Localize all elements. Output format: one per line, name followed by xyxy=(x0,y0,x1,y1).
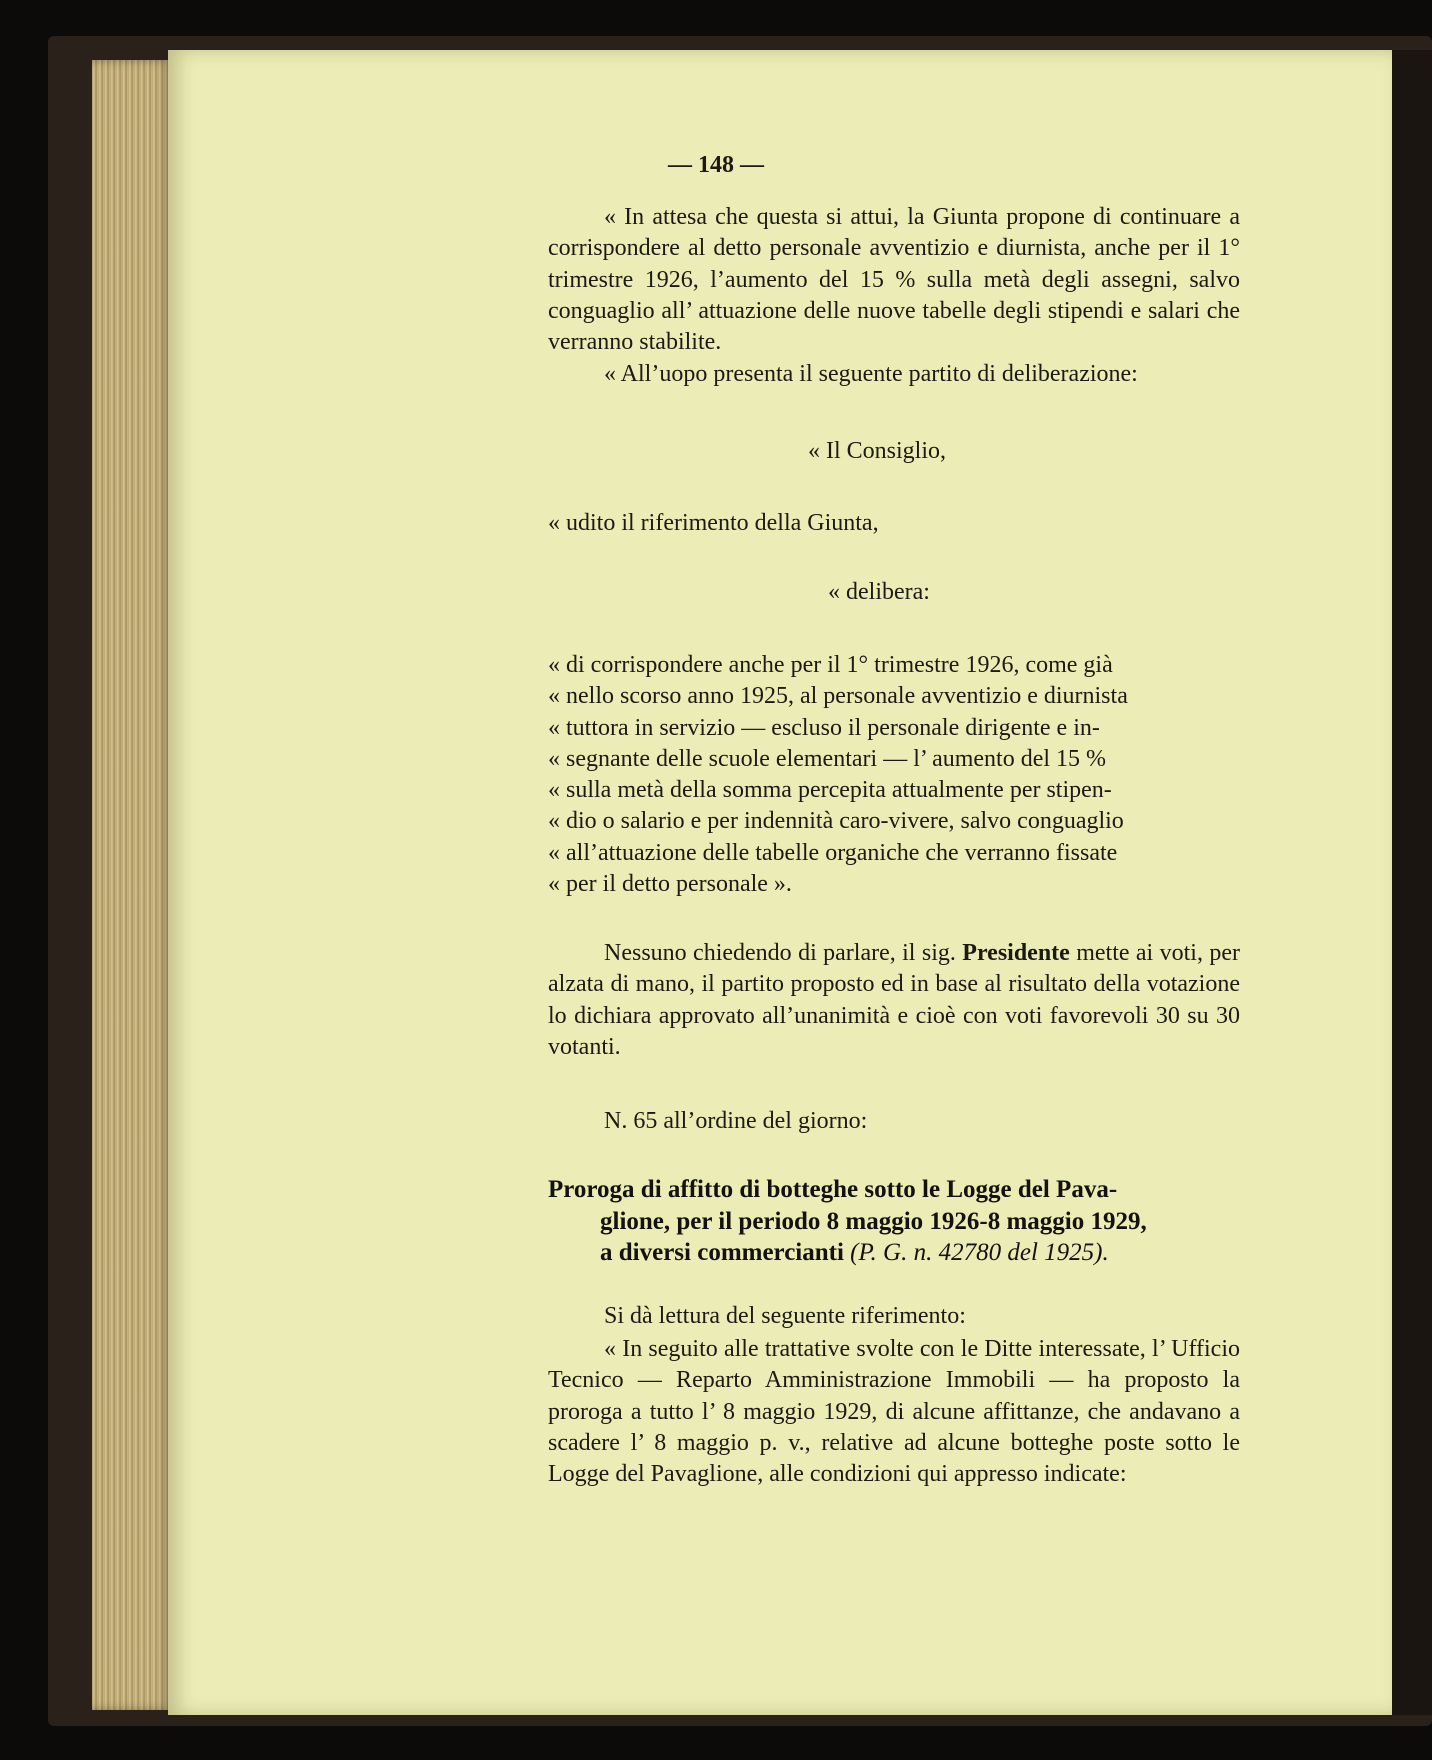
deliberation-line: « di corrispondere anche per il 1° trimestre 1926, come già xyxy=(548,652,1113,678)
deliberation-line: « tuttora in servizio — escluso il personale dirigente e in- xyxy=(548,714,1100,741)
paragraph-vote: Nessuno chiedendo di parlare, il sig. Presidente mette ai voti, per alzata di mano, il partito proposto ed in base al risultato della votazione lo dichiara approvato all’unanimità e cioè con voti favorevoli 30 su 30 votanti. xyxy=(548,940,1240,1060)
president-name: Presidente xyxy=(962,940,1070,966)
delibera-line: « delibera: xyxy=(828,579,930,605)
page-edges xyxy=(92,60,172,1710)
deliberation-line: « all’attuazione delle tabelle organiche che verranno fissate xyxy=(548,839,1118,866)
protocol-citation: (P. G. n. 42780 del 1925). xyxy=(850,1239,1109,1266)
deliberation-line: « dio o salario e per indennità caro-vivere, salvo conguaglio xyxy=(548,808,1124,835)
section-heading: Proroga di affitto di botteghe sotto le Logge del Pava- glione, per il periodo 8 maggio 1926-8 maggio 1929, a diversi commercianti (P. G. n. 42780 del 1925). xyxy=(548,1176,1147,1266)
deliberation-line: « nello scorso anno 1925, al personale avventizio e diurnista xyxy=(548,683,1128,710)
deliberation-line: « sulla metà della somma percepita attualmente per stipen- xyxy=(548,777,1112,804)
deliberation-text xyxy=(548,650,1240,900)
agenda-item-line: N. 65 all’ordine del giorno: xyxy=(604,1108,868,1134)
consiglio-line: « Il Consiglio, xyxy=(808,438,947,464)
page-number: — 148 — xyxy=(668,152,764,178)
paragraph-seguito: « In seguito alle trattative svolte con le Ditte interessate, l’ Ufficio Tecnico — Reparto Amministrazione Immobili — ha proposto la proroga a tutto l’ 8 maggio 1929, di alcune affittanze, che andavano a scadere l’ 8 maggio p. v., relative ad alcune botteghe poste sotto le Logge del Pavaglione, alle condizioni qui appresso indicate: xyxy=(548,1336,1240,1488)
udito-line: « udito il riferimento della Giunta, xyxy=(548,510,879,536)
deliberation-line: « per il detto personale ». xyxy=(548,871,792,898)
paragraph-alluopo: « All’uopo presenta il seguente partito di deliberazione: xyxy=(604,361,1138,387)
lettura-line: Si dà lettura del seguente riferimento: xyxy=(604,1303,966,1329)
deliberation-line: « segnante delle scuole elementari — l’ aumento del 15 % xyxy=(548,745,1107,772)
book-spine-shadow xyxy=(1392,50,1432,1715)
paragraph-attesa: « In attesa che questa si attui, la Giunta propone di continuare a corrispondere al detto personale avventizio e diurnista, anche per il 1° trimestre 1926, l’aumento del 15 % sulla metà degli assegni, salvo conguaglio all’ attuazione delle nuove tabelle degli stipendi e salari che verranno stabilite. xyxy=(548,204,1240,356)
